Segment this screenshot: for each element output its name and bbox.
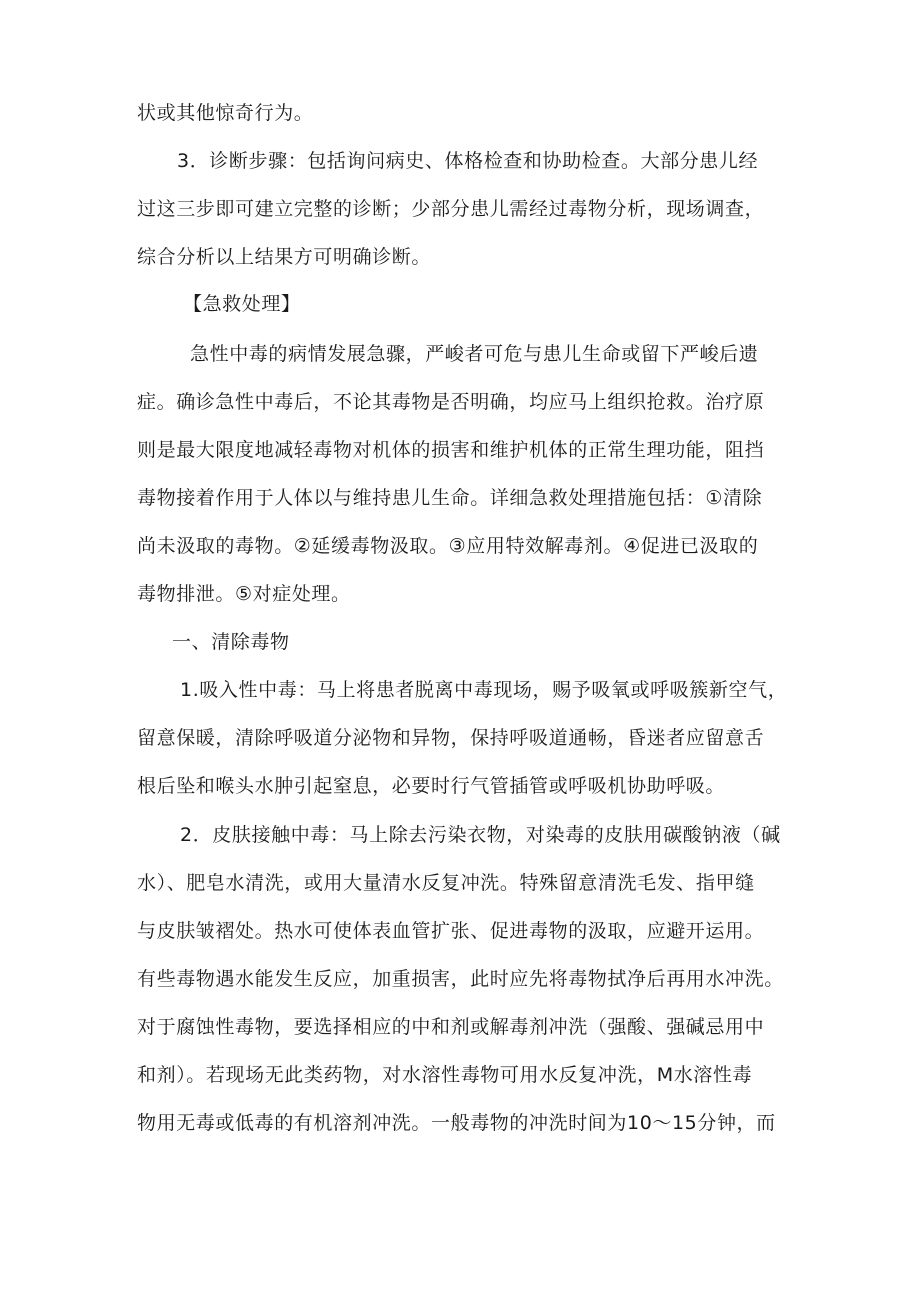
text-line: 毒物接着作用于人体以与维持患儿生命。详细急救处理措施包括：①清除	[137, 487, 763, 509]
text-line: 水）、肥皂水清洗，或用大量清水反复冲洗。特殊留意清洗毛发、指甲缝	[137, 872, 755, 894]
text-line: 对于腐蚀性毒物，要选择相应的中和剂或解毒剂冲洗（强酸、强碱忌用中	[137, 1016, 765, 1038]
text-line: 急性中毒的病情发展急骤，严峻者可危与患儿生命或留下严峻后遗	[190, 343, 759, 365]
text-line: 与皮肤皱褶处。热水可使体表血管扩张、促进毒物的汲取，应避开运用。	[137, 920, 765, 942]
subheading: 一、清除毒物	[172, 631, 290, 653]
text-line: 综合分析以上结果方可明确诊断。	[137, 246, 432, 268]
text-line: 留意保暖，清除呼吸道分泌物和异物，保持呼吸道通畅，昏迷者应留意舌	[137, 727, 765, 749]
text-line: 尚未汲取的毒物。②延缓毒物汲取。③应用特效解毒剂。④促进已汲取的	[137, 535, 759, 557]
text-line: 3．诊断步骤：包括询问病史、体格检查和协助检查。大部分患儿经	[177, 150, 759, 172]
text-line: 有些毒物遇水能发生反应，加重损害，此时应先将毒物拭净后再用水冲洗。	[137, 968, 784, 990]
text-line: 毒物排泄。⑤对症处理。	[137, 583, 351, 605]
text-line: 症。确诊急性中毒后，不论其毒物是否明确，均应马上组织抢救。治疗原	[137, 391, 765, 413]
text-line: 状或其他惊奇行为。	[137, 102, 314, 124]
text-line: 则是最大限度地减轻毒物对机体的损害和维护机体的正常生理功能，阻挡	[137, 439, 765, 461]
text-line: 物用无毒或低毒的有机溶剂冲洗。一般毒物的冲洗时间为10～15分钟，而	[137, 1112, 776, 1134]
text-line: 过这三步即可建立完整的诊断；少部分患儿需经过毒物分析，现场调查，	[137, 198, 765, 220]
text-line: 1.吸入性中毒：马上将患者脱离中毒现场，赐予吸氧或呼吸簇新空气，	[180, 679, 788, 701]
text-line: 和剂）。若现场无此类药物，对水溶性毒物可用水反复冲洗，M水溶性毒	[137, 1064, 753, 1086]
text-line: 根后坠和喉头水肿引起窒息，必要时行气管插管或呼吸机协助呼吸。	[137, 775, 726, 797]
text-line: 2．皮肤接触中毒：马上除去污染衣物，对染毒的皮肤用碳酸钠液（碱	[180, 824, 781, 846]
section-heading: 【急救处理】	[183, 293, 301, 315]
